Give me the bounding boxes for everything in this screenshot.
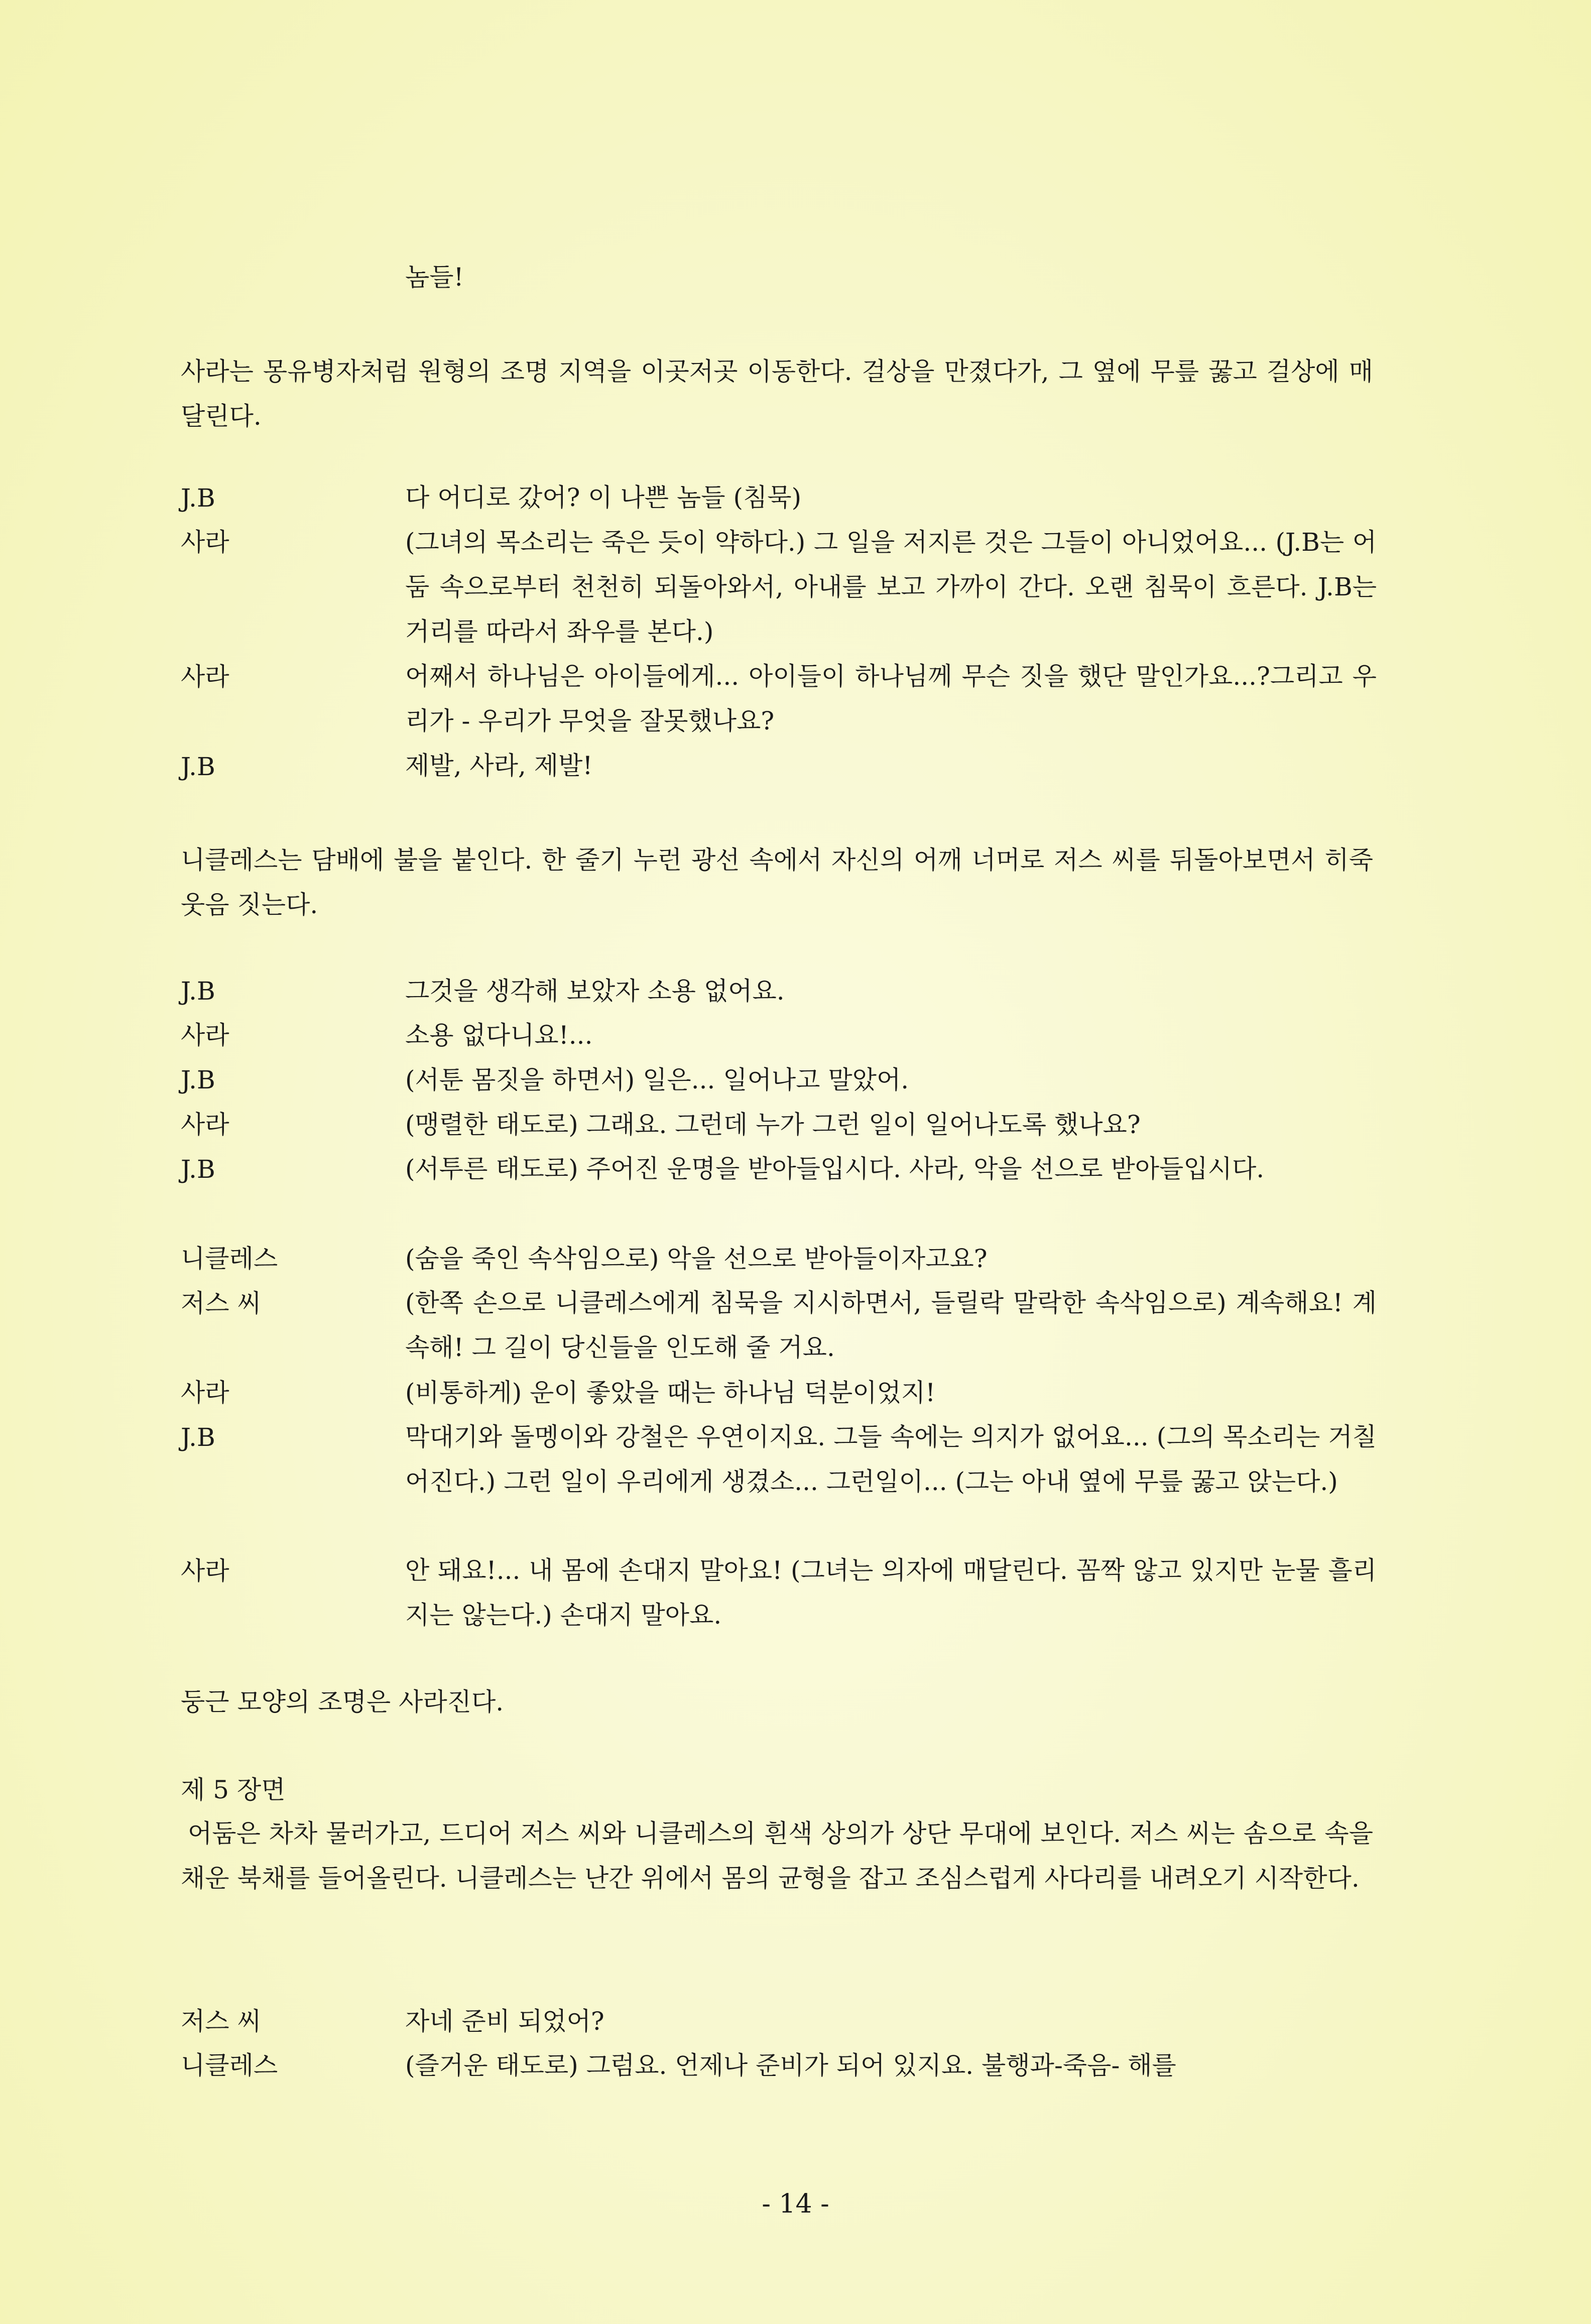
- dialogue-line: 소용 없다니요!...: [405, 1021, 593, 1050]
- speaker-label: 니클레스: [181, 2051, 278, 2080]
- dialogue-line: (서툰 몸짓을 하면서) 일은... 일어나고 말았어.: [405, 1065, 909, 1094]
- speaker-label: J.B: [181, 1065, 215, 1094]
- stage-direction: 둥근 모양의 조명은 사라진다.: [181, 1687, 504, 1717]
- speaker-label: J.B: [181, 1423, 215, 1452]
- speaker-label: 사라: [181, 1378, 229, 1407]
- speaker-label: J.B: [181, 752, 215, 781]
- speaker-label: 사라: [181, 528, 229, 557]
- dialogue-line: 제발, 사라, 제발!: [405, 751, 593, 780]
- stage-direction: 사라는 몽유병자처럼 원형의 조명 지역을 이곳저곳 이동한다. 걸상을 만졌다가, 그 옆에 무릎 꿇고 걸상에 매달린다.: [181, 357, 1373, 431]
- dialogue-line: 자네 준비 되었어?: [405, 2007, 604, 2036]
- stage-direction: 어둠은 차차 물러가고, 드디어 저스 씨와 니클레스의 흰색 상의가 상단 무대에 보인다. 저스 씨는 솜으로 속을 채운 북채를 들어올린다. 니클레스는 난간 위에서 몸의 균형을 잡고 조심스럽게 사다리를 내려오기 시작한다.: [181, 1819, 1373, 1893]
- dialogue-line: 막대기와 돌멩이와 강철은 우연이지요. 그들 속에는 의지가 없어요... (그의 목소리는 거칠어진다.) 그런 일이 우리에게 생겼소... 그런일이... (그는 아내 옆에 무릎 꿇고 앉는다.): [405, 1422, 1377, 1496]
- dialogue-line: (숨을 죽인 속삭임으로) 악을 선으로 받아들이자고요?: [405, 1244, 988, 1273]
- speaker-label: 사라: [181, 1110, 229, 1139]
- speaker-label: 사라: [181, 1021, 229, 1050]
- dialogue-line: 안 돼요!... 내 몸에 손대지 말아요! (그녀는 의자에 매달린다. 꼼짝 않고 있지만 눈물 흘리지는 않는다.) 손대지 말아요.: [405, 1556, 1377, 1630]
- dialogue-line: 다 어디로 갔어? 이 나쁜 놈들 (침묵): [405, 483, 802, 512]
- speaker-label: J.B: [181, 1155, 215, 1184]
- speaker-label: 니클레스: [181, 1244, 278, 1273]
- dialogue-line: (비통하게) 운이 좋았을 때는 하나님 덕분이었지!: [405, 1378, 936, 1407]
- scene-heading: 제 5 장면: [181, 1775, 286, 1804]
- exclamation-line: 놈들!: [405, 263, 464, 292]
- speaker-label: 저스 씨: [181, 1289, 262, 1318]
- speaker-label: 사라: [181, 662, 229, 691]
- stage-direction: 니클레스는 담배에 불을 붙인다. 한 줄기 누런 광선 속에서 자신의 어깨 너머로 저스 씨를 뒤돌아보면서 히죽 웃음 짓는다.: [181, 845, 1373, 919]
- page-number: - 14 -: [762, 2189, 829, 2219]
- speaker-label: J.B: [181, 976, 215, 1006]
- speaker-label: 사라: [181, 1556, 229, 1585]
- dialogue-line: (그녀의 목소리는 죽은 듯이 약하다.) 그 일을 저지른 것은 그들이 아니었어요... (J.B는 어둠 속으로부터 천천히 되돌아와서, 아내를 보고 가까이 간다. 오랜 침묵이 흐른다. J.B는 거리를 따라서 좌우를 본다.): [405, 528, 1377, 646]
- dialogue-line: (서투른 태도로) 주어진 운명을 받아들입시다. 사라, 악을 선으로 받아들입시다.: [405, 1154, 1265, 1183]
- dialogue-line: (한쪽 손으로 니클레스에게 침묵을 지시하면서, 들릴락 말락한 속삭임으로) 계속해요! 계속해! 그 길이 당신들을 인도해 줄 거요.: [405, 1288, 1377, 1362]
- dialogue-line: 그것을 생각해 보았자 소용 없어요.: [405, 976, 785, 1006]
- speaker-label: 저스 씨: [181, 2007, 262, 2036]
- dialogue-line: 어째서 하나님은 아이들에게... 아이들이 하나님께 무슨 짓을 했단 말인가요...?그리고 우리가 - 우리가 무엇을 잘못했나요?: [405, 662, 1377, 736]
- dialogue-line: (맹렬한 태도로) 그래요. 그런데 누가 그런 일이 일어나도록 했나요?: [405, 1110, 1141, 1139]
- dialogue-line: (즐거운 태도로) 그럼요. 언제나 준비가 되어 있지요. 불행과-죽음- 해를: [405, 2051, 1176, 2080]
- speaker-label: J.B: [181, 483, 215, 513]
